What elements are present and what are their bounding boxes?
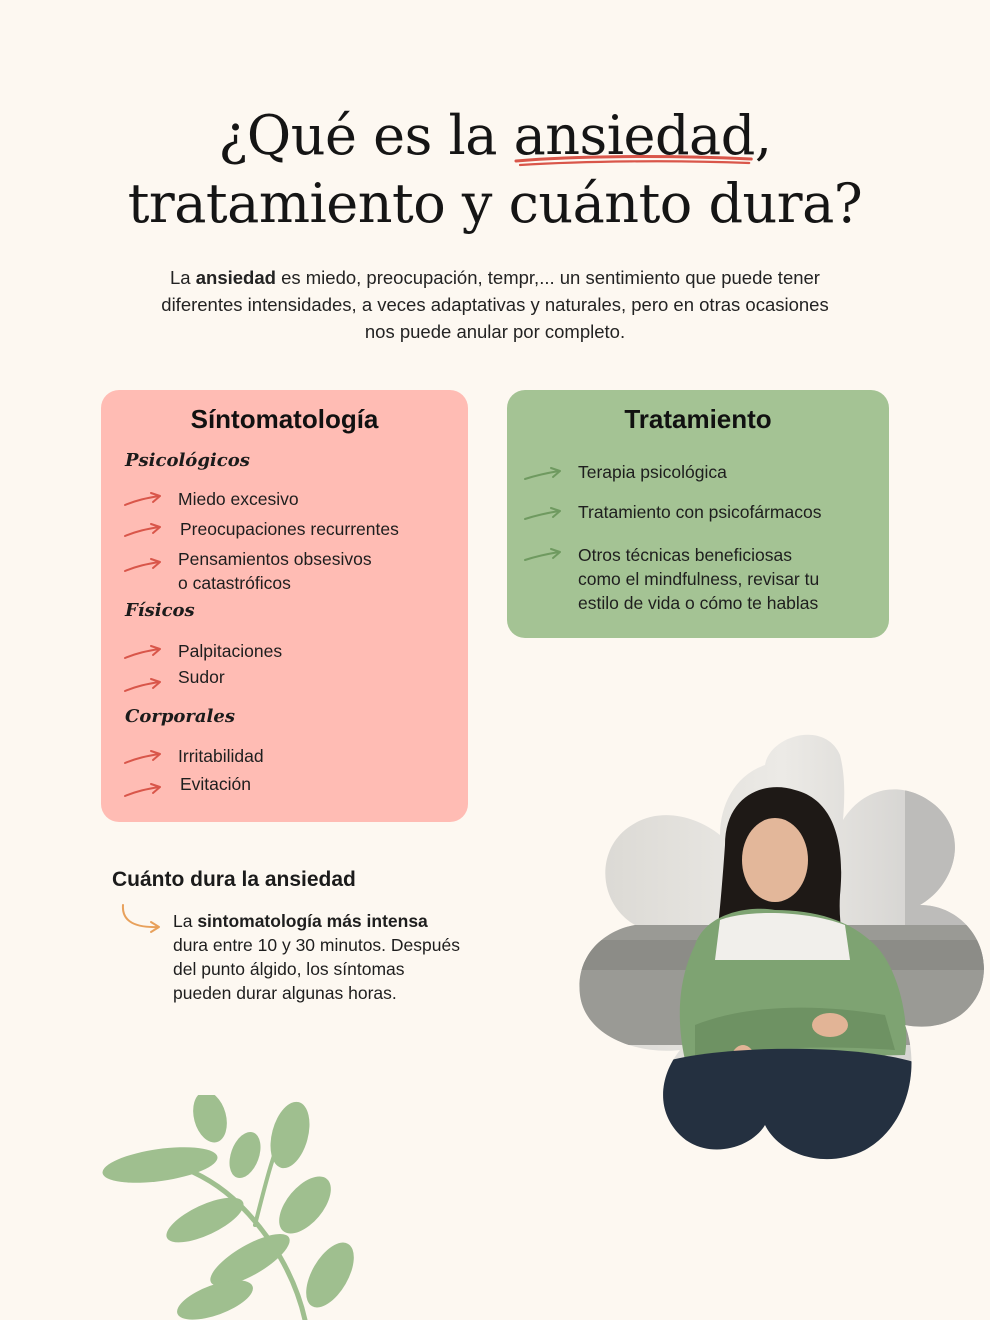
symptom-item: Preocupaciones recurrentes	[180, 519, 399, 539]
sintomatologia-card	[101, 390, 468, 822]
symptom-item: Irritabilidad	[178, 746, 264, 766]
symptom-item-line1: Pensamientos obsesivos	[178, 549, 372, 569]
group-heading-psicologicos: Psicológicos	[125, 450, 250, 471]
duration-prefix: La	[173, 911, 198, 931]
curved-arrow-icon	[123, 490, 163, 510]
hooked-arrow-icon	[118, 902, 164, 936]
title-line2-text: tratamiento y cuánto dura?	[127, 172, 863, 235]
curved-arrow-icon	[123, 781, 163, 801]
curved-arrow-icon	[523, 546, 563, 566]
sintomatologia-title: Síntomatología	[190, 404, 379, 434]
intro-bold-term: ansiedad	[195, 267, 276, 288]
duration-heading: Cuánto dura la ansiedad	[112, 868, 356, 891]
curved-arrow-icon	[123, 521, 163, 541]
group-heading-fisicos: Físicos	[125, 600, 195, 621]
duration-line4: pueden durar algunas horas.	[173, 983, 397, 1003]
duration-line2: dura entre 10 y 30 minutos. Después	[173, 935, 460, 955]
intro-line1: es miedo, preocupación, tempr,... un sentimiento que puede tener	[275, 267, 820, 288]
symptom-item: Sudor	[178, 667, 225, 687]
treatment-item-line3: estilo de vida o cómo te hablas	[578, 593, 819, 613]
title-comma: ,	[754, 104, 772, 167]
treatment-item: Tratamiento con psicofármacos	[578, 502, 822, 522]
title-highlight-word: ansiedad	[513, 104, 755, 167]
leaf-branch-icon	[95, 1095, 355, 1320]
intro-paragraph	[110, 264, 880, 345]
symptom-item-line2: o catastróficos	[178, 573, 291, 593]
treatment-item-line2: como el mindfulness, revisar tu	[578, 569, 820, 589]
symptom-item: Palpitaciones	[178, 641, 283, 661]
tratamiento-title: Tratamiento	[624, 404, 772, 434]
page-title	[0, 102, 990, 238]
title-line1-text: ¿Qué es la	[218, 104, 514, 167]
curved-arrow-icon	[123, 556, 163, 576]
curved-arrow-icon	[123, 676, 163, 696]
symptom-item: Evitación	[180, 774, 252, 794]
woman-sitting-photo	[575, 725, 990, 1165]
curved-arrow-icon	[523, 505, 563, 525]
group-heading-corporales: Corporales	[125, 706, 235, 727]
curved-arrow-icon	[523, 465, 563, 485]
symptom-item	[178, 547, 372, 595]
treatment-item: Terapia psicológica	[578, 462, 727, 482]
treatment-item	[578, 543, 819, 615]
intro-line2: diferentes intensidades, a veces adaptativas y naturales, pero en otras ocasiones	[161, 294, 829, 315]
intro-prefix: La	[170, 267, 196, 288]
duration-bold: sintomatología más intensa	[197, 911, 428, 931]
duration-paragraph	[173, 909, 503, 1005]
duration-line3: del punto álgido, los síntomas	[173, 959, 405, 979]
symptom-item: Miedo excesivo	[178, 489, 299, 509]
underline-scribble-icon	[514, 152, 755, 168]
intro-line3: nos puede anular por completo.	[364, 321, 626, 342]
curved-arrow-icon	[123, 643, 163, 663]
tratamiento-card	[507, 390, 889, 638]
treatment-item-line1: Otros técnicas beneficiosas	[578, 545, 792, 565]
title-highlight	[514, 102, 755, 170]
curved-arrow-icon	[123, 748, 163, 768]
